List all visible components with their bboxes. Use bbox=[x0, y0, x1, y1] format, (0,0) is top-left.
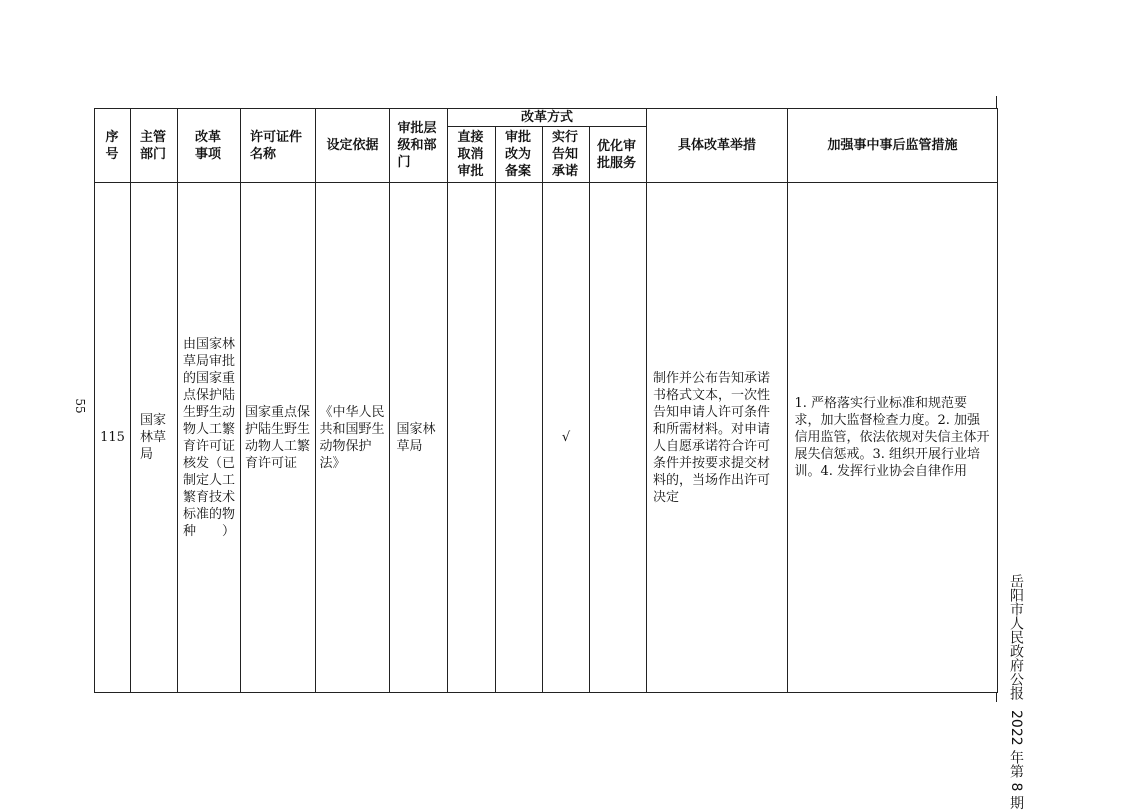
header-license: 许可证件名称 bbox=[241, 109, 316, 183]
header-measures: 具体改革举措 bbox=[647, 109, 788, 183]
row-item: 由国家林草局审批的国家重点保护陆生野生动物人工繁育许可证核发（已制定人工繁育技术标准的物种） bbox=[178, 183, 241, 693]
row-measures: 制作并公布告知承诺书格式文本，一次性告知申请人许可条件和所需材料。对申请人自愿承诺符合许可条件并按要求提交材料的，当场作出许可决定 bbox=[647, 183, 788, 693]
reform-table bbox=[94, 108, 998, 693]
journal-name: 岳阳市人民政府公报 bbox=[1008, 574, 1024, 700]
top-rule-line bbox=[996, 96, 997, 108]
row-license: 国家重点保护陆生野生动物人工繁育许可证 bbox=[241, 183, 316, 693]
bottom-rule-line bbox=[996, 692, 997, 702]
row-m2 bbox=[496, 183, 543, 693]
header-row bbox=[95, 109, 998, 127]
header-m1: 直接取消审批 bbox=[448, 127, 496, 183]
header-m2: 审批改为备案 bbox=[496, 127, 543, 183]
journal-issue: 2022 年第 8 期 bbox=[1008, 710, 1024, 810]
header-basis: 设定依据 bbox=[316, 109, 390, 183]
journal-footer bbox=[1000, 574, 1026, 810]
row-dept: 国家林草局 bbox=[131, 183, 178, 693]
row-level: 国家林草局 bbox=[390, 183, 448, 693]
row-m1 bbox=[448, 183, 496, 693]
row-basis: 《中华人民共和国野生动物保护法》 bbox=[316, 183, 390, 693]
page-number: 55 bbox=[73, 398, 87, 414]
row-m3-check: √ bbox=[543, 183, 590, 693]
header-level: 审批层级和部门 bbox=[390, 109, 448, 183]
row-m4 bbox=[590, 183, 647, 693]
header-m3: 实行告知承诺 bbox=[543, 127, 590, 183]
header-method-group: 改革方式 bbox=[448, 109, 647, 127]
table-row bbox=[95, 183, 998, 693]
header-item: 改革事项 bbox=[178, 109, 241, 183]
header-m4: 优化审批服务 bbox=[590, 127, 647, 183]
header-seq: 序号 bbox=[95, 109, 131, 183]
header-dept: 主管部门 bbox=[131, 109, 178, 183]
row-seq: 115 bbox=[95, 183, 131, 693]
header-supervision: 加强事中事后监管措施 bbox=[788, 109, 998, 183]
row-supervision: 1. 严格落实行业标准和规范要求，加大监督检查力度。2. 加强信用监管，依法依规对失信主体开展失信惩戒。3. 组织开展行业培训。4. 发挥行业协会自律作用 bbox=[788, 183, 998, 693]
